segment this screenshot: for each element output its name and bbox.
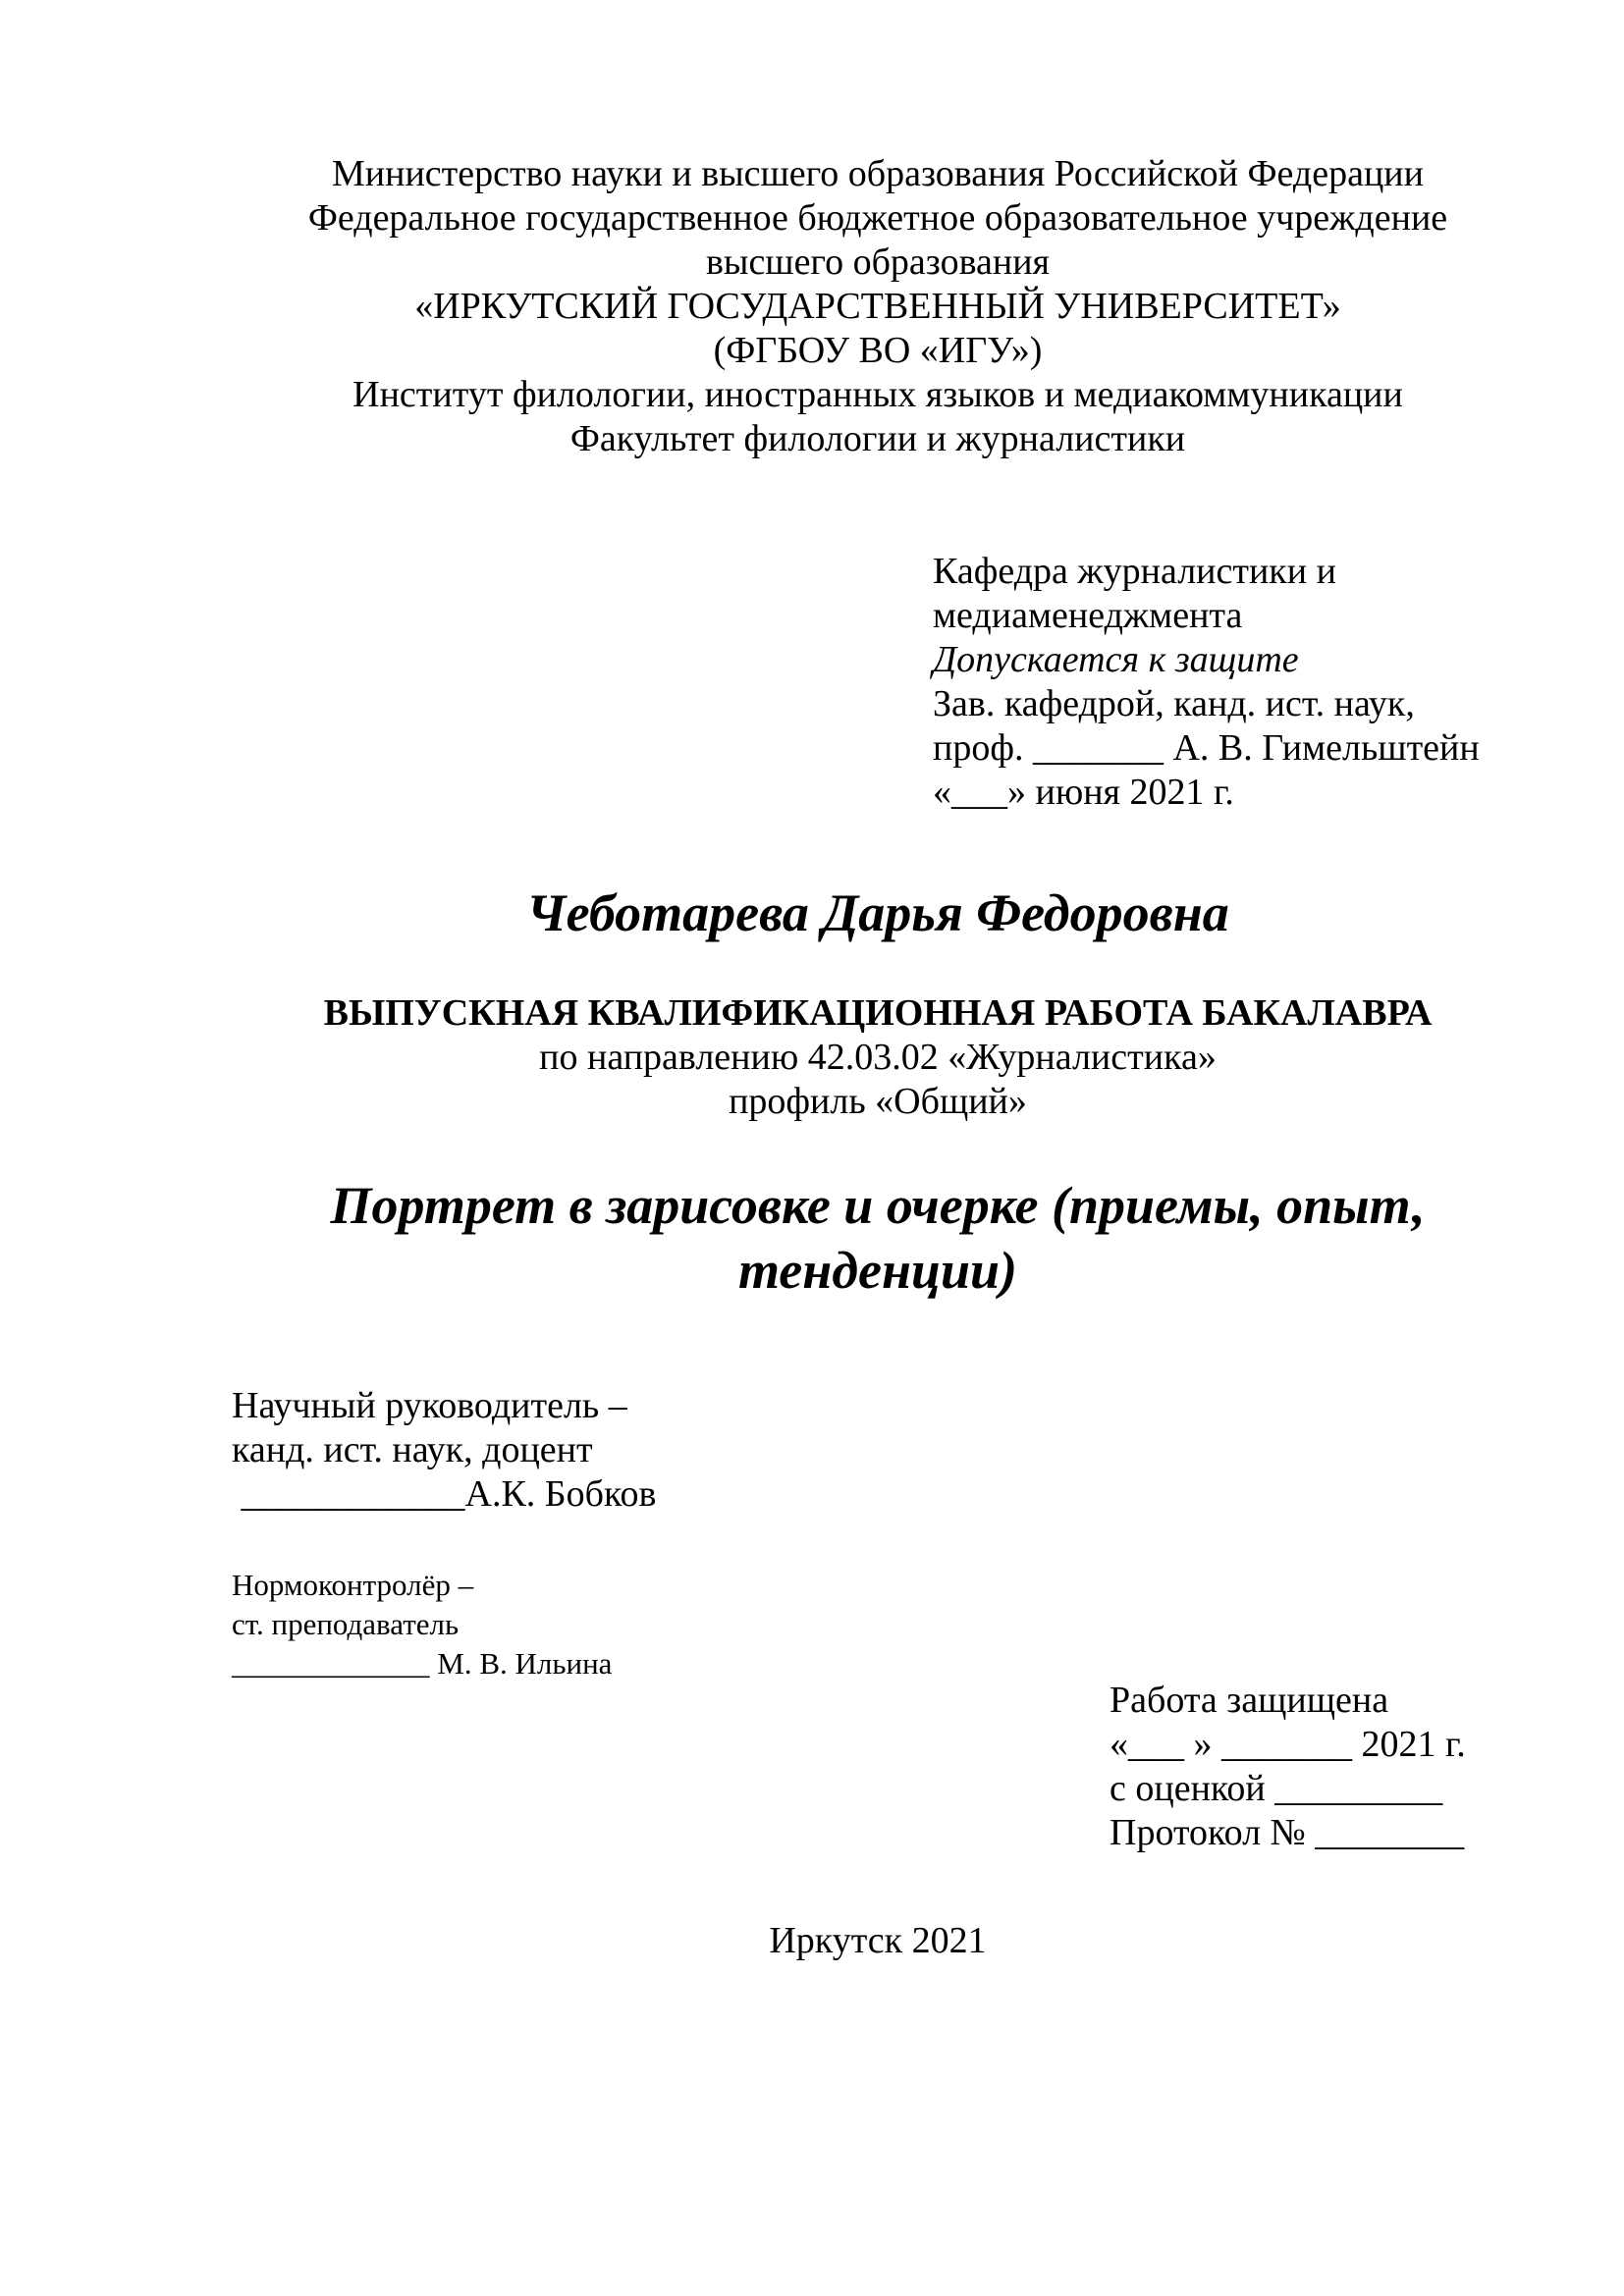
- normcontrol-signature: _____________ М. В. Ильина: [232, 1646, 613, 1681]
- work-direction: по направлению 42.03.02 «Журналистика»: [539, 1037, 1217, 1078]
- department-head-signature: проф. _______ А. В. Гимельштейн: [933, 727, 1480, 769]
- defense-date: «___ » _______ 2021 г.: [1110, 1724, 1466, 1765]
- defense-grade: с оценкой _________: [1110, 1768, 1443, 1809]
- supervisor-role: Научный руководитель –: [232, 1385, 627, 1426]
- protocol-number: Протокол № ________: [1110, 1812, 1465, 1853]
- normcontrol-block: [232, 1566, 612, 1683]
- thesis-topic: [0, 1173, 1624, 1303]
- work-description: [0, 991, 1624, 1124]
- admitted-to-defense: Допускается к защите: [933, 639, 1299, 680]
- approval-date: «___» июня 2021 г.: [933, 772, 1234, 813]
- topic-line-1: Портрет в зарисовке и очерке (приемы, опыт,: [330, 1176, 1426, 1235]
- work-profile: профиль «Общий»: [729, 1081, 1027, 1122]
- defense-result-block: [1110, 1679, 1466, 1855]
- department-line-1: Кафедра журналистики и: [933, 551, 1336, 592]
- ministry-line: Министерство науки и высшего образования Российской Федерации: [332, 153, 1424, 194]
- supervisor-block: [232, 1384, 656, 1517]
- normcontrol-role: Нормоконтролёр –: [232, 1568, 474, 1602]
- work-type: ВЫПУСКНАЯ КВАЛИФИКАЦИОННАЯ РАБОТА БАКАЛАВРА: [323, 992, 1433, 1034]
- department-head-title: Зав. кафедрой, канд. ист. наук,: [933, 683, 1415, 724]
- supervisor-signature: ____________А.К. Бобков: [232, 1473, 657, 1515]
- supervisor-degree: канд. ист. наук, доцент: [232, 1429, 593, 1470]
- institution-header: [0, 152, 1624, 461]
- author-name: Чеботарева Дарья Федоровна: [526, 883, 1229, 942]
- defended-label: Работа защищена: [1110, 1680, 1389, 1721]
- education-level-line: высшего образования: [705, 241, 1051, 283]
- faculty-name: Факультет филологии и журналистики: [569, 418, 1186, 459]
- institution-type-line: Федеральное государственное бюджетное образовательное учреждение: [307, 197, 1448, 239]
- normcontrol-position: ст. преподаватель: [232, 1607, 460, 1641]
- department-line-2: медиаменеджмента: [933, 595, 1243, 636]
- institute-name: Институт филологии, иностранных языков и медиакоммуникации: [352, 374, 1403, 415]
- city-year: Иркутск 2021: [769, 1920, 987, 1961]
- university-name: «ИРКУТСКИЙ ГОСУДАРСТВЕННЫЙ УНИВЕРСИТЕТ»: [414, 286, 1341, 327]
- university-abbreviation: (ФГБОУ ВО «ИГУ»): [713, 330, 1043, 371]
- topic-line-2: тенденции): [737, 1241, 1018, 1300]
- department-approval-block: [933, 550, 1480, 815]
